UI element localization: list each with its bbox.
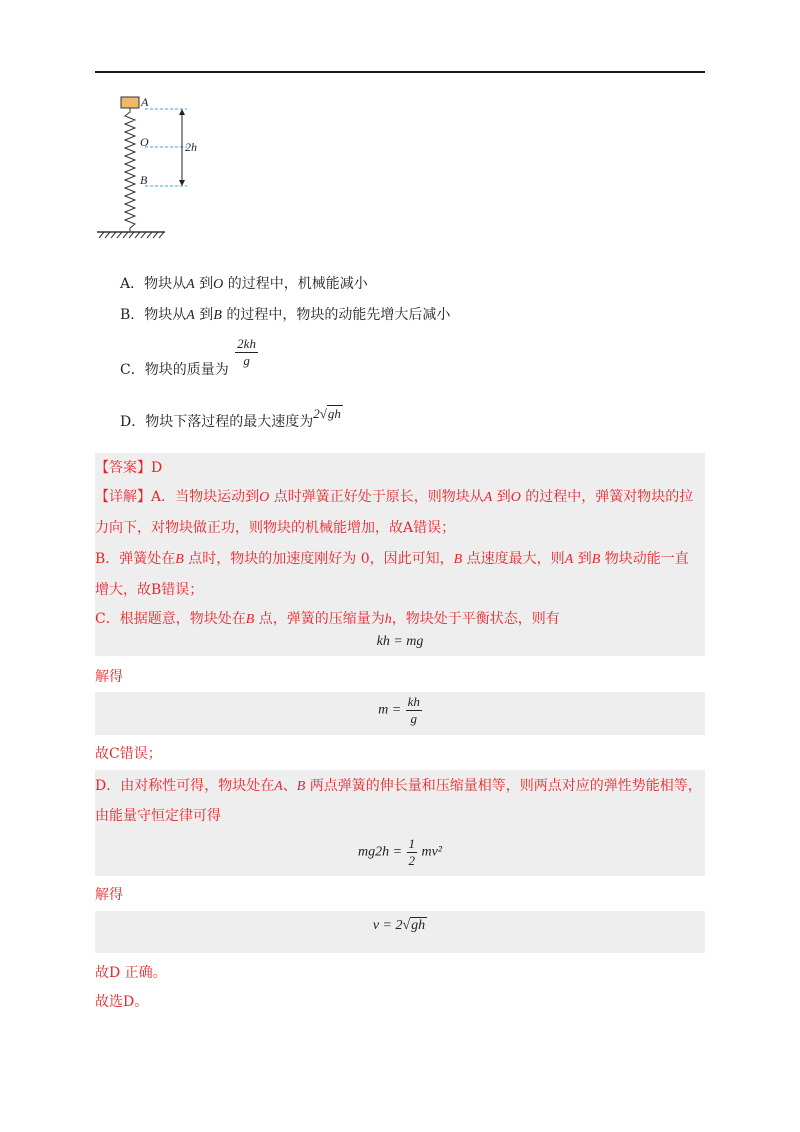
option-d-sqrt: √gh [319, 406, 341, 421]
option-d: D．物块下落过程的最大速度为2√gh [120, 406, 341, 430]
detail-line-2: 力向下，对物块做正功，则物块的机械能增加，故A错误； [95, 520, 456, 536]
detail-line-1: 【详解】A．当物块运动到O 点时弹簧正好处于原长，则物块从A 到O 的过程中，弹簧对物块的拉 [95, 489, 694, 505]
detail-c-line: C．根据题意，物块处在B 点，弹簧的压缩量为h，物块处于平衡状态，则有 [95, 611, 560, 627]
ground-hatching [99, 232, 164, 238]
label-b: B [140, 173, 148, 187]
equation-kh-mg: kh = mg [376, 634, 424, 649]
detail-b-line-1: B．弹簧处在B 点时，物块的加速度刚好为 0，因此可知，B 点速度最大，则A 到B 物块动能一直 [95, 551, 689, 567]
option-a: A．物块从A 到O 的过程中，机械能减小 [120, 276, 368, 292]
equation-v: v = 2√gh [372, 918, 426, 933]
spring [125, 108, 135, 232]
arrow-head-down [179, 180, 185, 186]
header-rule [95, 71, 705, 73]
final-answer: 故选D。 [95, 994, 149, 1010]
equation-m: m = $\frac{kh}{g}$ [378, 694, 420, 726]
jiede-2: 解得 [95, 887, 123, 903]
detail-b-line-2: 增大，故B错误； [95, 582, 204, 598]
detail-d-line-1: D．由对称性可得，物块处在A、B 两点弹簧的伸长量和压缩量相等，则两点对应的弹性势能相等， [95, 778, 702, 794]
c-conclusion: 故C错误； [95, 746, 162, 762]
option-c-fraction: $\frac{2kh}{g}$ [237, 336, 256, 368]
answer-label: 【答案】D [95, 460, 163, 476]
d-conclusion: 故D 正确。 [95, 965, 167, 981]
label-2h: 2h [185, 140, 197, 154]
equation-energy: mg2h = $\frac{1}{2}$ mv² [358, 836, 442, 868]
spring-diagram [95, 92, 215, 242]
detail-d-line-2: 由能量守恒定律可得 [95, 808, 221, 824]
arrow-head-up [179, 109, 185, 115]
block [121, 97, 139, 108]
option-c: C．物块的质量为 $\frac{2kh}{g}$ [120, 336, 256, 378]
jiede-1: 解得 [95, 669, 123, 685]
option-b: B．物块从A 到B 的过程中，物块的动能先增大后减小 [120, 307, 451, 323]
label-a: A [141, 95, 149, 109]
label-o: O [140, 135, 149, 149]
